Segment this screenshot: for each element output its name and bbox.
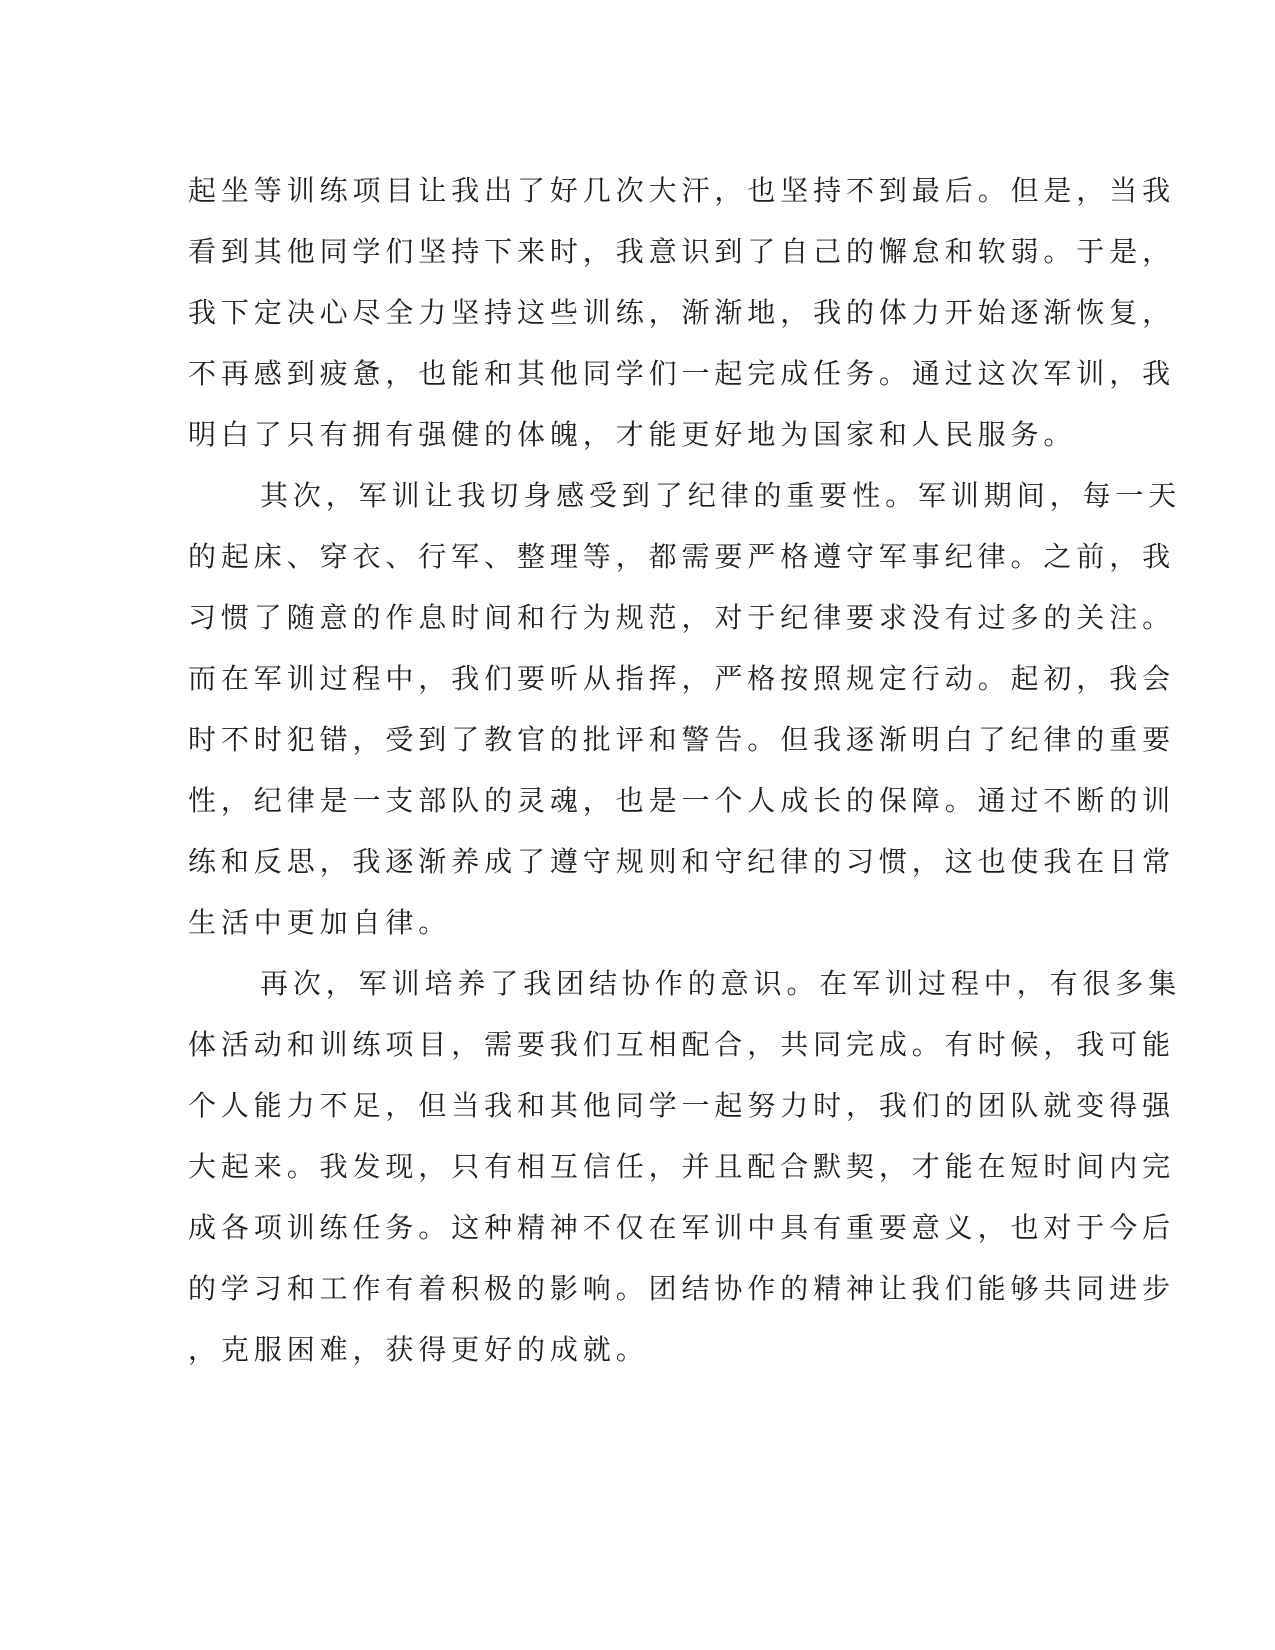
paragraph-2 — [188, 465, 1182, 953]
text-line-indented: 其次，军训让我切身感受到了纪律的重要性。军训期间，每一天 — [260, 479, 1182, 512]
text-line: 明白了只有拥有强健的体魄，才能更好地为国家和人民服务。 — [188, 418, 1077, 451]
text-line: 我下定决心尽全力坚持这些训练，渐渐地，我的体力开始逐渐恢复， — [188, 296, 1176, 329]
text-line: 时不时犯错，受到了教官的批评和警告。但我逐渐明白了纪律的重要 — [188, 723, 1176, 756]
text-line: 的起床、穿衣、行军、整理等，都需要严格遵守军事纪律。之前，我 — [188, 540, 1176, 573]
paragraph-3 — [188, 953, 1182, 1380]
text-line: 不再感到疲惫，也能和其他同学们一起完成任务。通过这次军训，我 — [188, 357, 1176, 390]
text-line: 起坐等训练项目让我出了好几次大汗，也坚持不到最后。但是，当我 — [188, 174, 1176, 207]
text-line: 个人能力不足，但当我和其他同学一起努力时，我们的团队就变得强 — [188, 1089, 1176, 1122]
text-line: 体活动和训练项目，需要我们互相配合，共同完成。有时候，我可能 — [188, 1028, 1176, 1061]
text-line: 成各项训练任务。这种精神不仅在军训中具有重要意义，也对于今后 — [188, 1211, 1176, 1244]
paragraph-1 — [188, 160, 1176, 465]
text-line: 而在军训过程中，我们要听从指挥，严格按照规定行动。起初，我会 — [188, 662, 1176, 695]
text-line: 性，纪律是一支部队的灵魂，也是一个人成长的保障。通过不断的训 — [188, 784, 1176, 817]
text-line: 看到其他同学们坚持下来时，我意识到了自己的懈怠和软弱。于是， — [188, 235, 1176, 268]
text-line: 习惯了随意的作息时间和行为规范，对于纪律要求没有过多的关注。 — [188, 601, 1176, 634]
text-line: ，克服困难，获得更好的成就。 — [188, 1333, 649, 1366]
text-line: 练和反思，我逐渐养成了遵守规则和守纪律的习惯，这也使我在日常 — [188, 845, 1176, 878]
document-body — [188, 160, 1182, 1380]
text-line: 生活中更加自律。 — [188, 906, 452, 939]
text-line: 的学习和工作有着积极的影响。团结协作的精神让我们能够共同进步 — [188, 1272, 1176, 1305]
text-line-indented: 再次，军训培养了我团结协作的意识。在军训过程中，有很多集 — [260, 967, 1182, 1000]
text-line: 大起来。我发现，只有相互信任，并且配合默契，才能在短时间内完 — [188, 1150, 1176, 1183]
